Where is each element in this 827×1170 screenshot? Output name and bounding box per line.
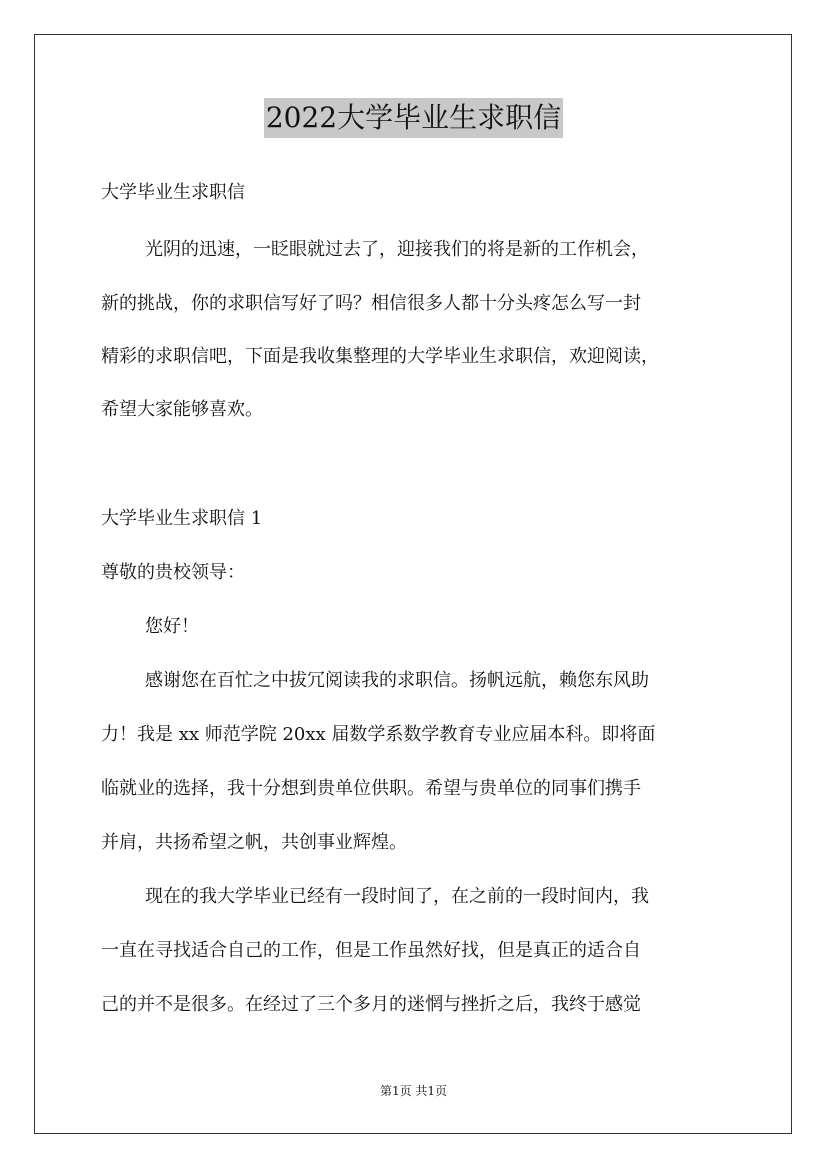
paragraph-line: 一直在寻找适合自己的工作，但是工作虽然好找，但是真正的适合自 <box>101 940 641 961</box>
paragraph-line: 临就业的选择，我十分想到贵单位供职。希望与贵单位的同事们携手 <box>101 778 641 799</box>
title-block <box>0 98 827 138</box>
paragraph-line: 并肩，共扬希望之帆，共创事业辉煌。 <box>101 832 407 853</box>
paragraph-line: 新的挑战，你的求职信写好了吗？相信很多人都十分头疼怎么写一封 <box>101 293 641 314</box>
salutation: 尊敬的贵校领导： <box>101 562 245 583</box>
paragraph-line: 感谢您在百忙之中拔冗阅读我的求职信。扬帆远航，赖您东风助 <box>145 670 649 691</box>
greeting: 您好！ <box>145 616 199 637</box>
paragraph-line: 现在的我大学毕业已经有一段时间了，在之前的一段时间内，我 <box>145 886 649 907</box>
paragraph-line: 精彩的求职信吧，下面是我收集整理的大学毕业生求职信，欢迎阅读， <box>101 346 659 367</box>
paragraph-line: 力！我是 xx 师范学院 20xx 届数学系数学教育专业应届本科。即将面 <box>101 724 656 745</box>
document-title: 2022大学毕业生求职信 <box>264 98 563 138</box>
paragraph-line: 光阴的迅速，一眨眼就过去了，迎接我们的将是新的工作机会， <box>145 239 649 260</box>
section-heading: 大学毕业生求职信 1 <box>101 508 263 529</box>
paragraph-line: 己的并不是很多。在经过了三个多月的迷惘与挫折之后，我终于感觉 <box>101 994 641 1015</box>
page-footer: 第1页 共1页 <box>379 1084 448 1098</box>
paragraph-line: 希望大家能够喜欢。 <box>101 399 263 420</box>
section-heading: 大学毕业生求职信 <box>101 182 245 203</box>
